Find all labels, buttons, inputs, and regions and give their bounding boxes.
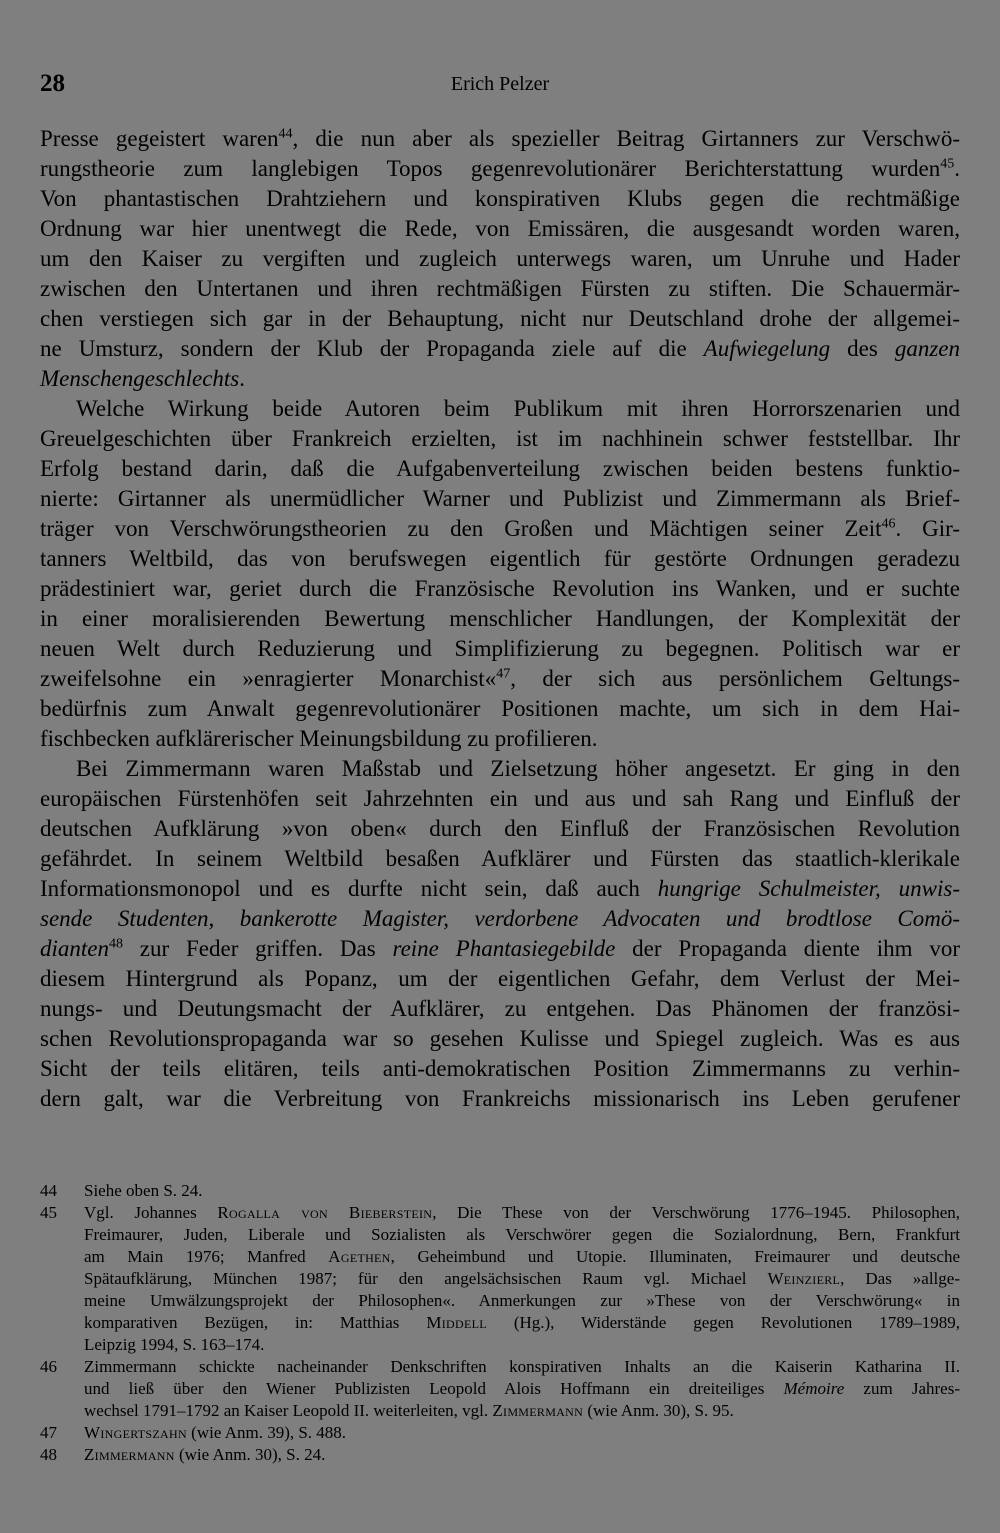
text-line: Informationsmonopol und es durfte nicht sein, daß auch hungrige Schulmeister, unwis- [40,876,960,901]
paragraph-3 [40,754,960,1114]
text-line: um den Kaiser zu vergiften und zugleich unterwegs waren, um Unruhe und Hader [40,246,960,271]
text-line: zweifelsohne ein »enragierter Monarchist«$^{47}$, der sich aus persönlichem Geltungs- [40,666,960,691]
text-line: Menschengeschlechts. [40,366,246,391]
footnote-line: Wingertszahn (wie Anm. 39), S. 488. [84,1423,347,1442]
page-header [40,70,960,102]
text-line: dern galt, war die Verbreitung von Frankreichs missionarisch ins Leben gerufener [40,1086,960,1111]
footnote-ref[interactable]: 46 [881,516,896,532]
text-line: dianten$^{48}$ zur Feder griffen. Das reine Phantasiegebilde der Propaganda diente ihm vor [40,936,960,961]
footnote-line: Leipzig 1994, S. 163–174. [84,1335,265,1354]
text-line: schen Revolutionspropaganda war so gesehen Kulisse und Spiegel zugleich. Was es aus [40,1026,960,1051]
footnote-number: 46 [40,1357,57,1376]
footnote-number: 47 [40,1423,57,1442]
footnote-45 [40,1202,960,1356]
text-line: nungs- und Deutungsmacht der Aufklärer, zu entgehen. Das Phänomen der französi- [40,996,960,1021]
text-line: prädestiniert war, geriet durch die Französische Revolution ins Wanken, und er suchte [40,576,960,601]
emphasis: sende Studenten, bankerotte Magister, verdorbene Advocaten und brodtlose Comö- [40,906,960,931]
footnote-line: am Main 1976; Manfred Agethen, Geheimbund und Utopie. Illuminaten, Freimaurer und deutsche [84,1247,960,1266]
text-line: gefährdet. In seinem Weltbild besaßen Aufklärer und Fürsten das staatlich-klerikale [40,846,960,871]
footnote-line: und ließ über den Wiener Publizisten Leopold Alois Hoffmann ein dreiteiliges Mémoire zum Jahres- [84,1379,960,1398]
emphasis: ganzen [894,336,960,361]
emphasis: Menschengeschlechts [40,366,240,391]
author-name: Rogalla von Bieberstein [217,1203,433,1222]
text-line: tanners Weltbild, das von berufswegen eigentlich für gestörte Ordnungen geradezu [40,546,960,571]
main-text [40,124,960,1114]
footnote-number: 45 [40,1203,57,1222]
emphasis: Aufwiegelung [703,336,831,361]
author-name: Wingertszahn [84,1423,187,1442]
text-line: ne Umsturz, sondern der Klub der Propaganda ziele auf die Aufwiegelung des ganzen [40,336,960,361]
author-name: Agethen [328,1247,391,1266]
text-line: europäischen Fürstenhöfen seit Jahrzehnten ein und aus und sah Rang und Einfluß der [40,786,960,811]
text-line: zwischen den Untertanen und ihren rechtmäßigen Fürsten zu stiften. Die Schauermär- [40,276,960,301]
footnote-line: komparativen Bezügen, in: Matthias Middell (Hg.), Widerstände gegen Revolutionen 1789–1989, [84,1313,960,1332]
footnotes [40,1180,960,1466]
footnote-line: Zimmermann schickte nacheinander Denkschriften konspirativen Inhalts an die Kaiserin Katharina II. [84,1357,960,1376]
text-line: Ordnung war hier unentwegt die Rede, von Emissären, die ausgesandt worden waren, [40,216,960,241]
footnote-line: Spätaufklärung, München 1987; für den angelsächsischen Raum vgl. Michael Weinzierl, Das »allge- [84,1269,960,1288]
text-line: träger von Verschwörungstheorien zu den Großen und Mächtigen seiner Zeit$^{46}$. Gir- [40,516,960,541]
author-name: Zimmermann [84,1445,175,1464]
footnote-line: Freimaurer, Juden, Liberale und Sozialisten als Verschwörer gegen die Sozialordnung, Bern, Frankfurt [84,1225,960,1244]
author-name: Weinzierl [767,1269,841,1288]
text-line: diesem Hintergrund als Popanz, um der eigentlichen Gefahr, dem Verlust der Mei- [40,966,960,991]
author-name: Zimmermann [492,1401,584,1420]
footnote-47 [40,1422,960,1444]
footnote-number: 44 [40,1181,57,1200]
text-line: Greuelgeschichten über Frankreich erzielten, ist im nachhinein schwer feststellbar. Ihr [40,426,960,451]
emphasis: hungrige Schulmeister, unwis- [657,876,960,901]
emphasis: Mémoire [783,1379,845,1398]
text-line: fischbecken aufklärerischer Meinungsbildung zu profilieren. [40,726,598,751]
emphasis: dianten [40,936,109,961]
text-line: in einer moralisierenden Bewertung menschlicher Handlungen, der Komplexität der [40,606,960,631]
footnote-line: Siehe oben S. 24. [84,1181,203,1200]
text-line: Welche Wirkung beide Autoren beim Publikum mit ihren Horrorszenarien und [76,396,960,421]
text-line: chen verstiegen sich gar in der Behauptung, nicht nur Deutschland drohe der allgemei- [40,306,960,331]
running-head: Erich Pelzer [450,73,550,95]
text-line: Sicht der teils elitären, teils anti-demokratischen Position Zimmermanns zu verhin- [40,1056,960,1081]
text-line [40,904,960,934]
footnote-48 [40,1444,960,1466]
paragraph-2 [40,394,960,754]
footnote-line: wechsel 1791–1792 an Kaiser Leopold II. weiterleiten, vgl. Zimmermann (wie Anm. 30), S. 95. [84,1401,734,1420]
footnote-line: meine Umwälzungsprojekt der Philosophen«. Anmerkungen zur »These von der Verschwörung« in [84,1291,960,1310]
footnote-number: 48 [40,1445,57,1464]
page-number: 28 [40,70,65,97]
emphasis: reine Phantasiegebilde [392,936,616,961]
footnote-ref[interactable]: 45 [940,156,955,172]
text-line: nierte: Girtanner als unermüdlicher Warner und Publizist und Zimmermann als Brief- [40,486,960,511]
paragraph-1 [40,124,960,394]
text-line: Erfolg bestand darin, daß die Aufgabenverteilung zwischen beiden bestens funktio- [40,456,960,481]
footnote-ref[interactable]: 44 [278,126,293,142]
text-line: Bei Zimmermann waren Maßstab und Zielsetzung höher angesetzt. Er ging in den [76,756,960,781]
footnote-46 [40,1356,960,1422]
footnote-44 [40,1180,960,1202]
footnote-line: Vgl. Johannes Rogalla von Bieberstein, Die These von der Verschwörung 1776–1945. Philosophen, [84,1203,960,1222]
text-line: deutschen Aufklärung »von oben« durch den Einfluß der Französischen Revolution [40,816,960,841]
text-line: Presse gegeistert waren$^{44}$, die nun aber als spezieller Beitrag Girtanners zur Verschwö- [40,126,960,151]
text-line: bedürfnis zum Anwalt gegenrevolutionärer Positionen machte, um sich in dem Hai- [40,696,960,721]
text-line: rungstheorie zum langlebigen Topos gegenrevolutionärer Berichterstattung wurden$^{45}$. [40,156,960,181]
author-name: Middell [426,1313,487,1332]
footnote-line: Zimmermann (wie Anm. 30), S. 24. [84,1445,326,1464]
footnote-ref[interactable]: 48 [109,936,123,952]
text-line: Von phantastischen Drahtziehern und konspirativen Klubs gegen die rechtmäßige [40,186,960,211]
footnote-ref[interactable]: 47 [496,666,511,682]
text-line: neuen Welt durch Reduzierung und Simplifizierung zu begegnen. Politisch war er [40,636,960,661]
